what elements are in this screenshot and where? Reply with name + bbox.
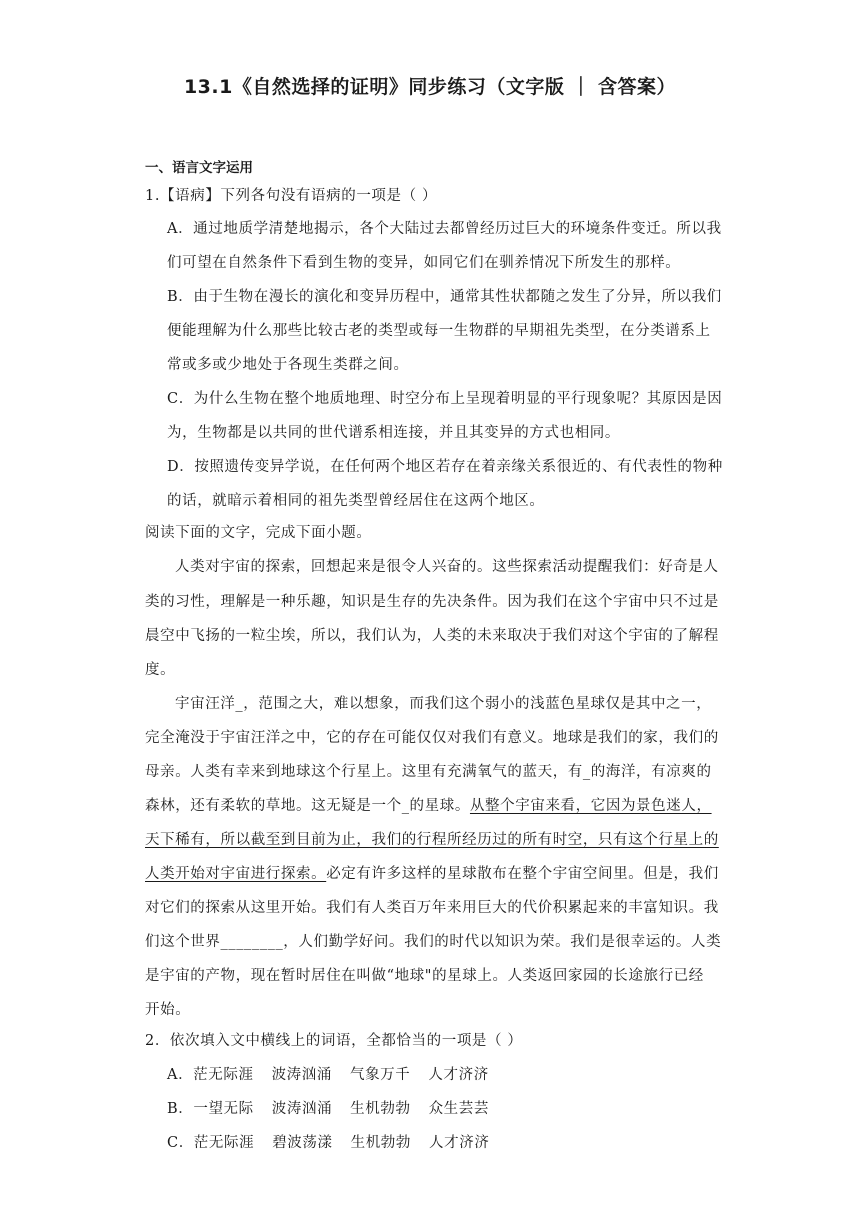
option-letter: B． xyxy=(167,1101,194,1117)
underlined-sentence: 天下稀有，所以截至到目前为止，我们的行程所经历过的所有时空，只有这个行星上的 xyxy=(145,832,719,848)
option-word: 碧波荡漾 xyxy=(272,1135,333,1151)
q1-option-b-line3: 常或多或少地处于各现生类群之间。 xyxy=(167,357,409,373)
question-1-stem: 1.【语病】下列各句没有语病的一项是（ ） xyxy=(145,188,438,204)
q1-option-c-line2: 为，生物都是以共同的世代谱系相连接，并且其变异的方式也相同。 xyxy=(167,425,620,441)
question-2-stem: 2．依次填入文中横线上的词语，全都恰当的一项是（ ） xyxy=(145,1033,523,1049)
passage-text: 必定有许多这样的星球散布在整个宇宙空间里。但是，我们 xyxy=(326,866,719,882)
option-letter: A． xyxy=(167,1067,194,1083)
passage-line: 完全淹没于宇宙汪洋之中，它的存在可能仅仅对我们有意义。地球是我们的家，我们的 xyxy=(145,730,719,746)
q1-option-c-line1: C．为什么生物在整个地质地理、时空分布上呈现着明显的平行现象呢？其原因是因 xyxy=(167,391,723,407)
passage-line: 晨空中飞扬的一粒尘埃，所以，我们认为，人类的未来取决于我们对这个宇宙的了解程 xyxy=(145,628,719,644)
q1-option-d-line2: 的话，就暗示着相同的祖先类型曾经居住在这两个地区。 xyxy=(167,493,545,509)
underlined-sentence: 人类开始对宇宙进行探索。 xyxy=(145,866,327,882)
passage-line: 宇宙汪洋_，范围之大，难以想象，而我们这个弱小的浅蓝色星球仅是其中之一， xyxy=(175,696,712,712)
document-title: 13.1《自然选择的证明》同步练习（文字版 ｜ 含答案） xyxy=(183,76,677,98)
option-word: 茫无际涯 xyxy=(193,1067,254,1083)
passage-line: 人类对宇宙的探索，回想起来是很令人兴奋的。这些探索活动提醒我们：好奇是人 xyxy=(175,559,719,575)
passage-line xyxy=(145,796,712,816)
passage-line: 度。 xyxy=(145,662,176,678)
passage-line: 开始。 xyxy=(145,1002,191,1018)
passage-line: 母亲。人类有幸来到地球这个行星上。这里有充满氧气的蓝天，有_的海洋，有凉爽的 xyxy=(145,764,712,780)
passage-line: 们这个世界________，人们勤学好问。我们的时代以知识为荣。我们是很幸运的。人类 xyxy=(145,934,722,950)
option-letter: C． xyxy=(167,1135,194,1151)
option-word: 众生芸芸 xyxy=(428,1101,489,1117)
q1-option-b-line2: 便能理解为什么那些比较古老的类型或每一生物群的早期祖先类型，在分类谱系上 xyxy=(167,323,711,339)
passage-line xyxy=(145,864,719,884)
option-word: 波涛汹涌 xyxy=(271,1067,332,1083)
q1-option-b-line1: B．由于生物在漫长的演化和变异历程中，通常其性状都随之发生了分异，所以我们 xyxy=(167,289,722,305)
q1-option-a-line2: 们可望在自然条件下看到生物的变异，如同它们在驯养情况下所发生的那样。 xyxy=(167,255,681,271)
reading-instruction: 阅读下面的文字，完成下面小题。 xyxy=(145,525,372,541)
q1-option-d-line1: D．按照遗传变异学说，在任何两个地区若存在着亲缘关系很近的、有代表性的物种 xyxy=(167,459,723,475)
passage-text: 森林，还有柔软的草地。这无疑是一个_的星球。 xyxy=(145,798,470,814)
option-word: 人才济济 xyxy=(429,1135,490,1151)
q2-option-a xyxy=(167,1065,489,1085)
option-word: 人才济济 xyxy=(428,1067,489,1083)
underlined-sentence: 从整个宇宙来看，它因为景色迷人， xyxy=(469,798,712,814)
option-word: 生机勃勃 xyxy=(350,1101,411,1117)
passage-line: 类的习性，理解是一种乐趣，知识是生存的先决条件。因为我们在这个宇宙中只不过是 xyxy=(145,594,719,610)
passage-line: 是宇宙的产物，现在暂时居住在叫做“地球"的星球上。人类返回家园的长途旅行已经 xyxy=(145,968,704,984)
q1-option-a-line1: A．通过地质学清楚地揭示，各个大陆过去都曾经历过巨大的环境条件变迁。所以我 xyxy=(167,221,722,237)
q2-option-c xyxy=(167,1133,489,1153)
q2-option-b xyxy=(167,1099,489,1119)
option-word: 生机勃勃 xyxy=(350,1135,412,1151)
passage-line: 对它们的探索从这里开始。我们有人类百万年来用巨大的代价积累起来的丰富知识。我 xyxy=(145,900,719,916)
option-word: 气象万千 xyxy=(349,1067,411,1083)
option-word: 波涛汹涌 xyxy=(271,1101,333,1117)
option-word: 茫无际涯 xyxy=(193,1135,255,1151)
section-heading: 一、语言文字运用 xyxy=(145,160,253,176)
option-word: 一望无际 xyxy=(193,1101,254,1117)
